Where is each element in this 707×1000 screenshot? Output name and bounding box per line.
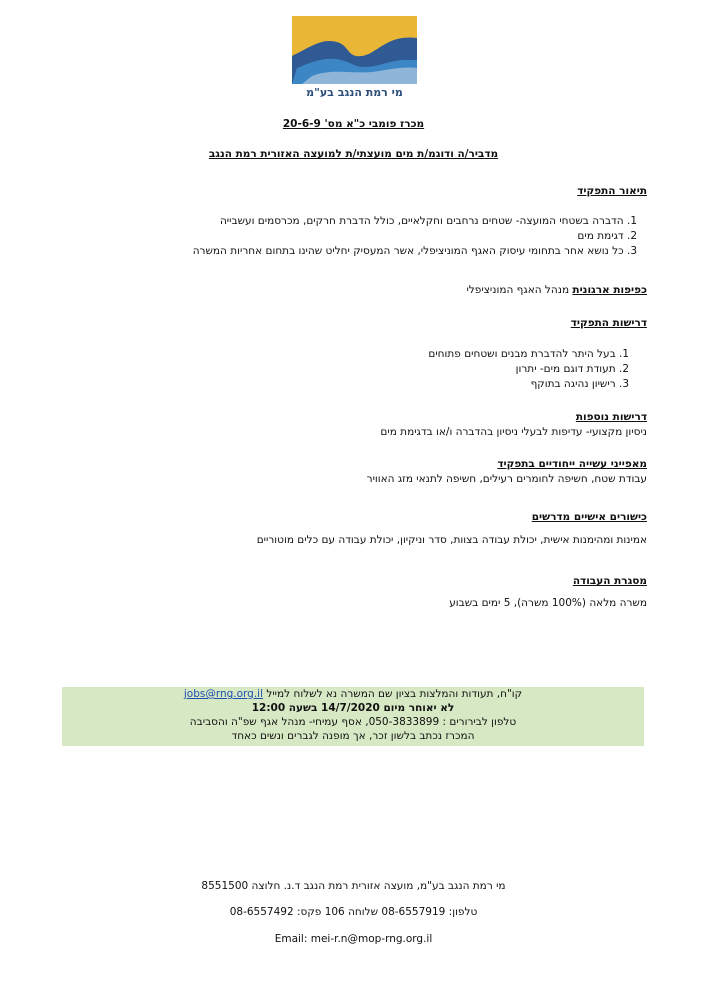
requirements-list xyxy=(428,347,639,392)
additional-section-title: דרישות נוספות xyxy=(575,411,647,423)
contact-line-email xyxy=(62,687,644,701)
list-text: רישיון נהיגה בתוקף xyxy=(530,378,616,390)
list-item xyxy=(428,377,639,392)
role-list xyxy=(193,214,647,259)
contact-gender-note: המכרז נכתב בלשון זכר, אך מופנה לגברים ונשים כאחד xyxy=(231,730,475,742)
contact-deadline: לא יאוחר מיום 14/7/2020 בשעה 12:00 xyxy=(251,702,455,714)
list-number: 2. xyxy=(619,363,630,375)
list-text: הדברה בשטחי המועצה- שטחים נרחבים וחקלאיים, כולל הדברת חרקים, מכרסמים ועשבייה xyxy=(219,215,624,227)
role-section-title: תיאור התפקיד xyxy=(577,185,647,197)
list-item xyxy=(193,229,647,244)
list-number: 1. xyxy=(627,215,638,227)
list-text: בעל היתר להדברת מבנים ושטחים פתוחים xyxy=(428,348,616,360)
footer-phones: טלפון: 08-6557919 שלוחה 106 פקס: 08-6557492 xyxy=(229,906,478,918)
list-number: 1. xyxy=(619,348,630,360)
skills-text: אמינות ומהימנות אישית, יכולת עבודה בצוות, סדר וניקיון, יכולת עבודה עם כלים מוטוריים xyxy=(256,534,647,546)
list-item xyxy=(193,214,647,229)
tender-number: מכרז פומבי כ"א מס' 20-6-9 xyxy=(282,118,425,130)
list-item xyxy=(193,244,647,259)
characteristics-text: עבודת שטח, חשיפה לחומרים רעילים, חשיפה לתנאי מזג האוויר xyxy=(366,473,647,485)
list-text: תעודת דוגם מים- יתרון xyxy=(515,363,616,375)
list-item xyxy=(428,347,639,362)
contact-box xyxy=(62,687,644,746)
email-link[interactable]: jobs@rng.org.il xyxy=(183,688,264,700)
list-text: כל נושא אחר בתחומי עיסוק האגף המוניציפלי, אשר המעסיק יחליט שהינו בתחום אחריות המשרה xyxy=(192,245,624,257)
list-number: 2. xyxy=(627,230,638,242)
footer-email: Email: mei-r.n@mop-rng.org.il xyxy=(274,933,433,945)
list-number: 3. xyxy=(627,245,638,257)
additional-text: ניסיון מקצועי- עדיפות לבעלי ניסיון בהדברה ו/או בדגימת מים xyxy=(380,426,647,438)
framework-text: משרה מלאה (100% משרה), 5 ימים בשבוע xyxy=(449,597,647,609)
requirements-section-title: דרישות התפקיד xyxy=(570,317,647,329)
reports-value: מנהל האגף המוניציפלי xyxy=(466,284,573,296)
reports-label: כפיפות ארגונית xyxy=(572,284,647,296)
list-text: דגימת מים xyxy=(577,230,624,242)
characteristics-section-title: מאפייני עשייה ייחודיים בתפקיד xyxy=(497,458,647,470)
reports-to xyxy=(466,284,647,296)
job-title: מדביר/ה ודוגמ/ת מים מועצתי/ת למועצה האזורית רמת הנגב xyxy=(208,148,499,160)
contact-prefix: קו"ח, תעודות והמלצות בציון שם המשרה נא לשלוח למייל xyxy=(263,688,523,700)
logo-org-name: מי רמת הנגב בע"מ xyxy=(306,86,403,99)
list-item xyxy=(428,362,639,377)
skills-section-title: כישורים אישיים מדרשים xyxy=(531,511,647,523)
footer-address: מי רמת הנגב בע"מ, מועצה אזורית רמת הנגב ד.נ. חלוצה 8551500 xyxy=(201,880,506,892)
list-number: 3. xyxy=(619,378,630,390)
framework-section-title: מסגרת העבודה xyxy=(572,575,647,587)
contact-phone: טלפון לבירורים : 050-3833899, אסף עמיחי- מנהל אגף שפ"ה והסביבה xyxy=(189,716,517,728)
